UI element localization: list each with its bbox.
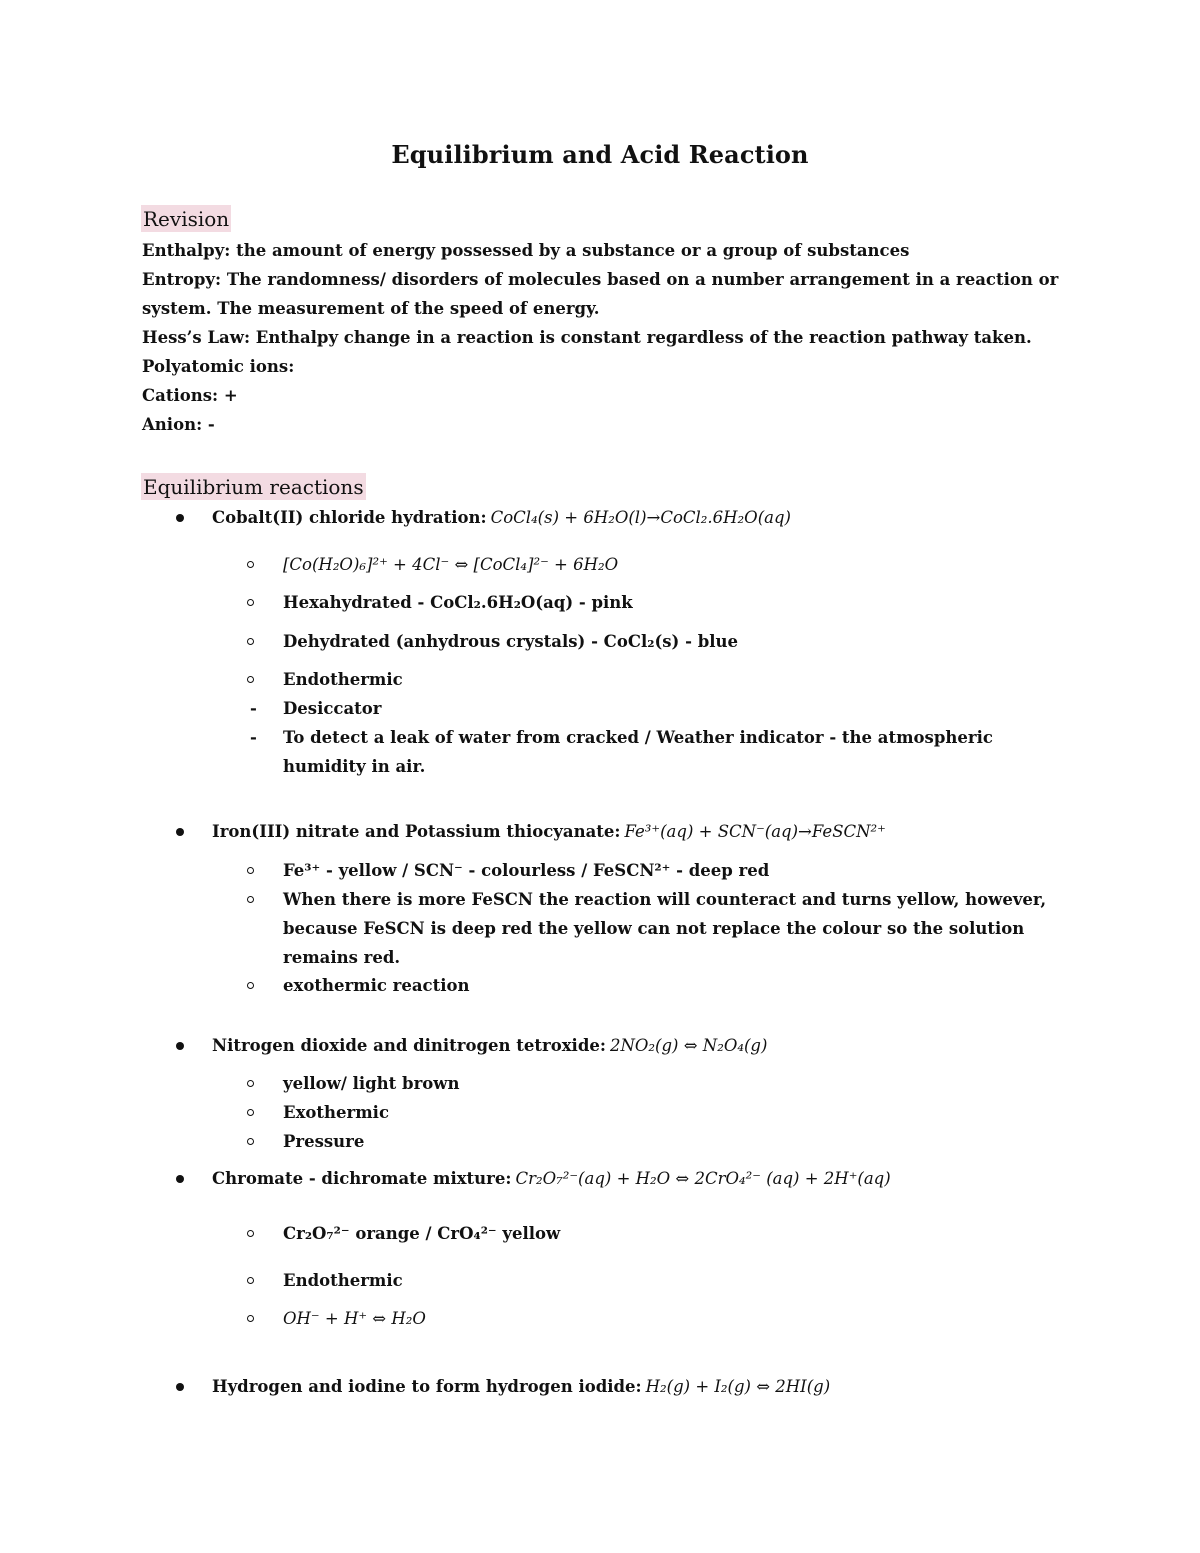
circle-bullet-icon (247, 1315, 254, 1322)
circle-bullet-icon (247, 1080, 254, 1087)
reaction-equation: H₂(g) + I₂(g) ⇔ 2HI(g) (645, 1377, 831, 1396)
section-heading-revision: Revision (143, 207, 230, 231)
text-line: Anion: - (142, 415, 215, 434)
reaction-label: Hydrogen and iodine to form hydrogen iodide: (212, 1377, 642, 1396)
section-heading-equilibrium: Equilibrium reactions (143, 475, 364, 499)
circle-bullet-icon (247, 1277, 254, 1284)
text-line: Hess’s Law: Enthalpy change in a reaction is constant regardless of the reaction pathway taken. (142, 328, 1032, 347)
sub-item: When there is more FeSCN the reaction will counteract and turns yellow, however, (283, 890, 1047, 909)
list-item-cobalt (212, 503, 791, 532)
reaction-equation: 2NO₂(g) ⇔ N₂O₄(g) (609, 1036, 768, 1055)
text-line: Enthalpy: the amount of energy possessed by a substance or a group of substances (142, 241, 910, 260)
text-line: Cations: + (142, 386, 238, 405)
circle-bullet-icon (247, 1138, 254, 1145)
bullet-icon (176, 1042, 184, 1050)
reaction-label: Chromate - dichromate mixture: (212, 1169, 512, 1188)
sub-item: Cr₂O₇²⁻ orange / CrO₄²⁻ yellow (283, 1224, 561, 1243)
sub-item: Exothermic (283, 1103, 390, 1122)
circle-bullet-icon (247, 1109, 254, 1116)
reaction-label: Iron(III) nitrate and Potassium thiocyanate: (212, 822, 621, 841)
reaction-equation: Cr₂O₇²⁻(aq) + H₂O ⇔ 2CrO₄²⁻ (aq) + 2H⁺(aq) (515, 1169, 891, 1188)
sub-item: Endothermic (283, 1271, 403, 1290)
sub-item: because FeSCN is deep red the yellow can not replace the colour so the solution (283, 919, 1025, 938)
circle-bullet-icon (247, 638, 254, 645)
reaction-label: Nitrogen dioxide and dinitrogen tetroxide: (212, 1036, 606, 1055)
bullet-icon (176, 1383, 184, 1391)
list-item-hydrogen (212, 1372, 830, 1401)
reaction-equation: CoCl₄(s) + 6H₂O(l)→CoCl₂.6H₂O(aq) (490, 508, 791, 527)
circle-bullet-icon (247, 1230, 254, 1237)
sub-item: exothermic reaction (283, 976, 470, 995)
sub-item: Fe³⁺ - yellow / SCN⁻ - colourless / FeSCN²⁺ - deep red (283, 861, 770, 880)
dash-item: To detect a leak of water from cracked / Weather indicator - the atmospheric (283, 728, 993, 747)
sub-item: remains red. (283, 948, 401, 967)
sub-item: Pressure (283, 1132, 365, 1151)
reaction-equation: Fe³⁺(aq) + SCN⁻(aq)→FeSCN²⁺ (624, 822, 886, 841)
page-title: Equilibrium and Acid Reaction (391, 140, 809, 169)
sub-item: Hexahydrated - CoCl₂.6H₂O(aq) - pink (283, 593, 633, 612)
dash-item: humidity in air. (283, 757, 426, 776)
dash-marker: - (250, 699, 257, 718)
circle-bullet-icon (247, 867, 254, 874)
text-line: Entropy: The randomness/ disorders of molecules based on a number arrangement in a reaction or (142, 270, 1059, 289)
sub-item: Dehydrated (anhydrous crystals) - CoCl₂(s) - blue (283, 632, 738, 651)
circle-bullet-icon (247, 982, 254, 989)
reaction-label: Cobalt(II) chloride hydration: (212, 508, 487, 527)
list-item-nitrogen (212, 1031, 767, 1060)
sub-item: Endothermic (283, 670, 403, 689)
circle-bullet-icon (247, 896, 254, 903)
bullet-icon (176, 828, 184, 836)
dash-marker: - (250, 728, 257, 747)
dash-item: Desiccator (283, 699, 382, 718)
sub-item: [Co(H₂O)₆]²⁺ + 4Cl⁻ ⇔ [CoCl₄]²⁻ + 6H₂O (283, 555, 619, 574)
circle-bullet-icon (247, 561, 254, 568)
sub-item: OH⁻ + H⁺ ⇔ H₂O (283, 1309, 426, 1328)
bullet-icon (176, 514, 184, 522)
text-line: Polyatomic ions: (142, 357, 295, 376)
bullet-icon (176, 1175, 184, 1183)
list-item-iron (212, 817, 886, 846)
circle-bullet-icon (247, 599, 254, 606)
list-item-chromate (212, 1164, 891, 1193)
circle-bullet-icon (247, 676, 254, 683)
sub-item: yellow/ light brown (283, 1074, 460, 1093)
text-line: system. The measurement of the speed of energy. (142, 299, 600, 318)
